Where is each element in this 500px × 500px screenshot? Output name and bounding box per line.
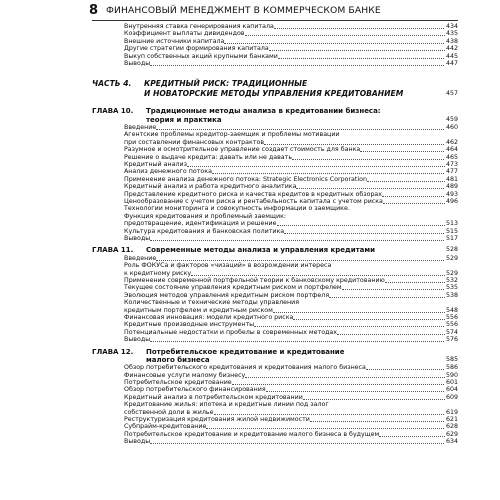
page-ref: 477 (445, 168, 458, 176)
toc-entry[interactable]: Применение современной портфельной теории к банковскому кредитованию 532 (124, 276, 458, 284)
toc-entry[interactable]: Культура кредитования и банковская политика 515 (124, 227, 458, 235)
toc-entry[interactable]: Введение 529 (124, 254, 458, 262)
page-ref: 576 (445, 336, 458, 344)
page-number: 8 (89, 3, 99, 18)
page-ref: 434 (445, 23, 458, 30)
chapter-title-line1: Потребительское кредитование и кредитование (146, 347, 345, 356)
toc-entry[interactable]: Решение о выдаче кредита: давать или не давать 465 (124, 153, 458, 161)
page-ref: 621 (445, 416, 458, 424)
toc-entry[interactable]: Ценообразование с учетом риска и рентабельность капитала с учетом риска 496 (124, 198, 458, 206)
page-ref: 460 (445, 124, 458, 132)
toc-entry[interactable]: Внешние источники капитала 438 (124, 37, 458, 45)
page-ref: 586 (445, 364, 458, 372)
toc-entry[interactable]: Выкуп собственных акций крупными банками 445 (124, 52, 458, 60)
page-ref: 601 (445, 379, 458, 387)
page-ref: 538 (445, 291, 458, 299)
page-ref: 473 (445, 161, 458, 169)
page-ref: 528 (445, 246, 458, 254)
part-label: ЧАСТЬ 4. (92, 79, 132, 89)
page-ref: 556 (445, 314, 458, 321)
page-ref: 574 (445, 328, 458, 336)
page-ref: 435 (445, 30, 458, 38)
toc-entry[interactable]: Внутренняя ставка генерирования капитала 434 (124, 23, 458, 30)
page-ref: 629 (445, 430, 458, 438)
page-ref: 438 (445, 37, 458, 45)
chapter-heading[interactable] (92, 107, 458, 124)
page-ref: 517 (445, 235, 458, 243)
toc-entry[interactable]: Субпрайм-кредитование 628 (124, 423, 458, 431)
toc-entry[interactable]: Роль ФОКУСа и факторов «чизаций» в возрождении интереса к кредитному риску 529 (124, 262, 458, 277)
chapter-title-line2: теория и практика (146, 115, 222, 124)
part-title-line1: КРЕДИТНЫЙ РИСК: ТРАДИЦИОННЫЕ (144, 79, 308, 89)
page-ref: 529 (445, 254, 458, 262)
chapter-label: ГЛАВА 10. (92, 107, 134, 116)
page-ref: 515 (445, 227, 458, 235)
page-ref: 535 (445, 284, 458, 292)
table-of-contents (92, 23, 458, 446)
toc-entry[interactable]: Анализ денежного потока 477 (124, 168, 458, 176)
page-ref: 481 (445, 175, 458, 183)
page-ref: 590 (445, 371, 458, 379)
page-ref: 604 (445, 386, 458, 394)
toc-entry[interactable]: Кредитный анализ и работа кредитного аналитика 489 (124, 183, 458, 191)
toc-entry[interactable]: Разумное и осмотрительное управление создает стоимость для банка 464 (124, 146, 458, 154)
toc-entry[interactable]: Выводы 576 (124, 336, 458, 344)
page-ref: 513 (445, 220, 458, 228)
toc-entry[interactable]: Выводы 447 (124, 60, 458, 68)
chapter-title-line2: малого бизнеса (146, 355, 210, 364)
toc-entry[interactable]: Финансовая инновация: модели кредитного риска 556 (124, 314, 458, 321)
page-ref: 609 (445, 393, 458, 401)
page-ref: 447 (445, 60, 458, 68)
page-ref: 619 (445, 408, 458, 416)
toc-entry[interactable]: Эволюция методов управления кредитным риском портфеля 538 (124, 291, 458, 299)
page-ref: 457 (445, 90, 458, 98)
page-ref: 493 (445, 190, 458, 198)
toc-entry[interactable]: Потребительское кредитование и кредитование малого бизнеса в будущем 629 (124, 430, 458, 438)
part-heading[interactable] (92, 79, 458, 99)
chapter-heading[interactable] (92, 348, 458, 365)
page-ref: 464 (445, 146, 458, 154)
toc-entry[interactable]: Применение анализа денежного потока: Strategic Electronics Corporation 481 (124, 175, 458, 183)
page-ref: 628 (445, 423, 458, 431)
toc-entry[interactable]: Введение 460 (124, 124, 458, 132)
page-ref: 489 (445, 183, 458, 191)
toc-entry[interactable]: Выводы 634 (124, 438, 458, 446)
toc-entry[interactable]: Представление кредитного риска и качества кредитов в кредитных обзорах 493 (124, 190, 458, 198)
chapter-label: ГЛАВА 11. (92, 246, 134, 255)
toc-entry[interactable]: Количественные и технические методы управления кредитным портфелем и кредитным риском 548 (124, 299, 458, 314)
toc-entry[interactable]: Обзор потребительского финансирования 604 (124, 386, 458, 394)
part-title-line2: И НОВАТОРСКИЕ МЕТОДЫ УПРАВЛЕНИЯ КРЕДИТОВАНИЕМ (144, 89, 404, 99)
page-ref: 496 (445, 198, 458, 206)
toc-entry[interactable]: Выводы 517 (124, 235, 458, 243)
page-ref: 442 (445, 45, 458, 53)
page-ref: 634 (445, 438, 458, 446)
toc-entry[interactable]: Кредитный анализ в потребительском кредитовании 609 (124, 393, 458, 401)
page-ref: 445 (445, 52, 458, 60)
header-rule (92, 20, 458, 21)
toc-entry[interactable]: Кредитные производные инструменты 556 (124, 321, 458, 329)
toc-entry[interactable]: Другие стратегии формирования капитала 442 (124, 45, 458, 53)
chapter-heading[interactable] (92, 246, 458, 254)
toc-entry[interactable]: Реструктуризация кредитования жилой недвижимости 621 (124, 416, 458, 424)
toc-entry[interactable]: Кредитование жилья: ипотека и кредитные линии под залог собственной доли в жилье 619 (124, 401, 458, 416)
page-ref: 585 (445, 355, 458, 363)
running-title: ФИНАНСОВЫЙ МЕНЕДЖМЕНТ В КОММЕРЧЕСКОМ БАНКЕ (106, 5, 381, 16)
page-header (0, 0, 500, 20)
page-ref: 465 (445, 153, 458, 161)
page-ref: 556 (445, 321, 458, 329)
toc-entry[interactable]: Потребительское кредитование 601 (124, 379, 458, 387)
toc-entry[interactable]: Текущее состояние управления кредитным риском и портфелем 535 (124, 284, 458, 292)
toc-entry[interactable]: Потенциальные недостатки и пробелы в современных методах 574 (124, 328, 458, 336)
toc-entry[interactable]: Агентские проблемы кредитор-заемщик и проблемы мотивации при составлении финансовых контрактов 462 (124, 131, 458, 146)
page-ref: 529 (445, 269, 458, 277)
chapter-title-line1: Современные методы анализа и управления кредитами (146, 246, 376, 255)
page-ref: 548 (445, 306, 458, 314)
toc-entry[interactable]: Финансовые услуги малому бизнесу 590 (124, 371, 458, 379)
toc-entry[interactable]: Обзор потребительского кредитования и кредитования малого бизнеса 586 (124, 364, 458, 372)
chapter-title-line1: Традиционные методы анализа в кредитовании бизнеса: (146, 107, 381, 116)
toc-entry[interactable]: Кредитный анализ 473 (124, 161, 458, 169)
toc-entry[interactable]: Коэффициент выплаты дивидендов 435 (124, 30, 458, 38)
chapter-label: ГЛАВА 12. (92, 347, 134, 356)
page-ref: 462 (445, 138, 458, 146)
page-ref: 459 (445, 115, 458, 123)
toc-entry[interactable]: Технологии мониторинга и совокупность информации о заемщике. Функция кредитования и проблемный заемщик: предотвращение, идентификация и решение 513 (124, 205, 458, 228)
page-ref: 532 (445, 276, 458, 284)
